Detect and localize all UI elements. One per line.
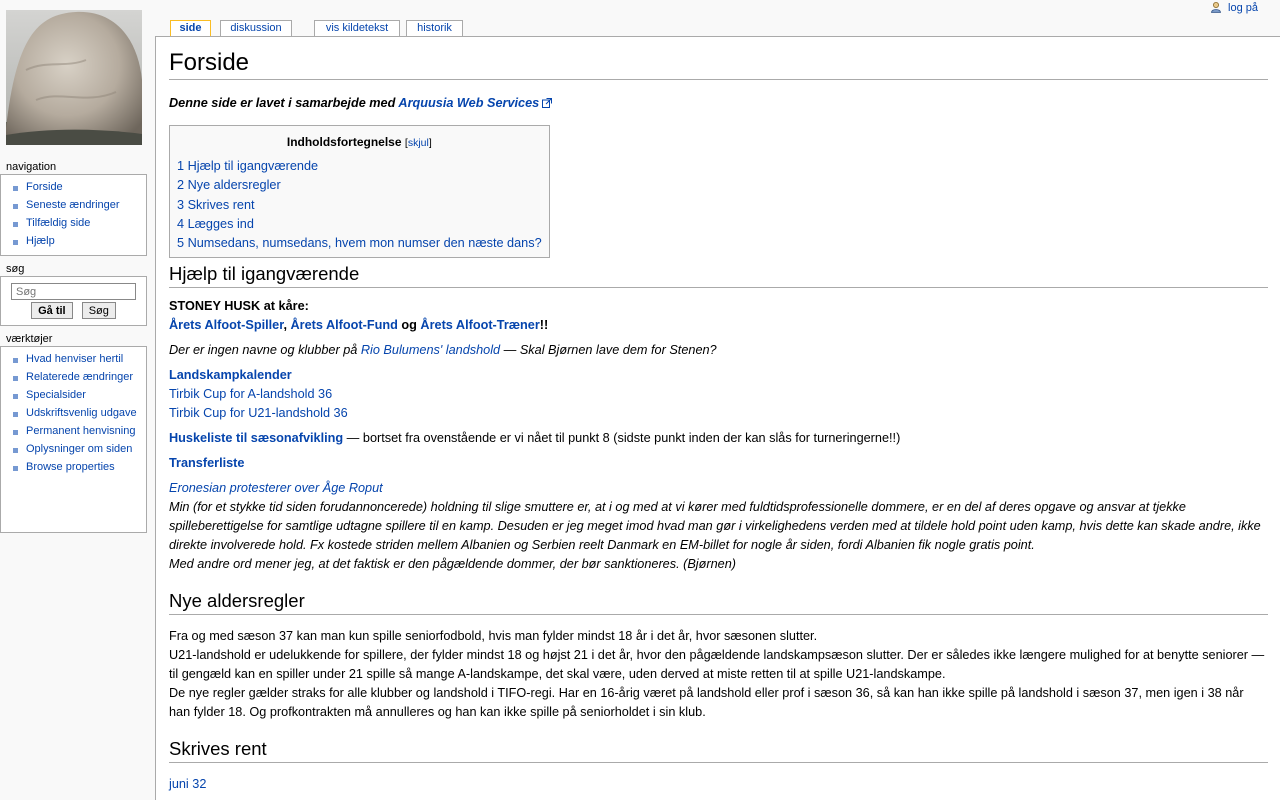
user-icon: [1210, 1, 1222, 13]
aldersregler-line-2: U21-landshold er udelukkende for spillere, der fylder mindst 18 og højst 21 i det år, hvor den pågældende landskampsæson slutter. Der er således ikke længere mulighed for at benytte seniorer — til gengæld kan en spiller under 21 spille så mange A-landskampe, det skal være, uden derved at miste retten til at spille U21-landskampe.: [169, 648, 1265, 682]
toc-toggle-wrap: [skjul]: [404, 137, 432, 149]
boulder-logo-image: [6, 10, 142, 145]
tool-item-relaterede-aendringer: [26, 369, 140, 386]
tools-body: [0, 346, 147, 533]
arquusia-link[interactable]: Arquusia Web Services: [398, 96, 540, 110]
personal-tools: [1210, 1, 1258, 14]
search-button[interactable]: Søg: [82, 302, 116, 319]
og-text: og: [397, 318, 421, 333]
protest-paragraph: [169, 479, 1268, 574]
tab-label: vis kildetekst: [325, 22, 389, 34]
toc-number: 5: [177, 236, 185, 251]
toc-number: 2: [177, 178, 185, 193]
toc-label: Skrives rent: [187, 197, 255, 212]
section-heading-skrives-rent: Skrives rent: [169, 738, 1268, 763]
tool-link-browse-properties[interactable]: Browse properties: [26, 461, 115, 473]
transfer-paragraph: [169, 454, 1268, 473]
aldersregler-line-3: De nye regler gælder straks for alle klubber og landshold i TIFO-regi. Har en 16-årig været på landshold eller prof i sæson 36, så kan han ikke spille på landshold i sæson 37, men igen i 38 når han fylder 18. Og profkontrakten må annulleres og han kan ikke spille på seniorholdet i sin klub.: [169, 686, 1244, 720]
search-heading: søg: [6, 263, 25, 275]
search-body: [0, 276, 147, 326]
award-traener-link[interactable]: Årets Alfoot-Træner: [420, 318, 540, 333]
stoney-text: STONEY HUSK at kåre:: [169, 299, 309, 314]
aldersregler-line-1: Fra og med sæson 37 kan man kun spille seniorfodbold, hvis man fylder mindst 18 år i det år, hvor sæsonen slutter.: [169, 629, 818, 644]
navigation-heading: navigation: [6, 161, 57, 173]
intro-paragraph: [169, 94, 1268, 113]
landskampkalender-link[interactable]: Landskampkalender: [169, 368, 292, 383]
nav-link-forside[interactable]: Forside: [26, 181, 63, 193]
rio-bulumen-link[interactable]: Rio Bulumens' landshold: [360, 343, 501, 358]
toc-label: Nye aldersregler: [187, 178, 281, 193]
transferliste-link[interactable]: Transferliste: [169, 456, 245, 471]
nav-link-tilfaeldig-side[interactable]: Tilfældig side: [26, 217, 91, 229]
toc-number: 1: [177, 159, 185, 173]
comma-text: ,: [283, 318, 291, 333]
tool-link-permanent-henvisning[interactable]: Permanent henvisning: [26, 425, 136, 437]
aldersregler-paragraph: [169, 627, 1268, 722]
awards-paragraph: [169, 297, 1268, 335]
nav-item-forside: [26, 179, 146, 196]
section-heading-aldersregler: Nye aldersregler: [169, 590, 1268, 615]
exclamation-text: !!: [539, 318, 549, 333]
table-of-contents: [169, 125, 550, 258]
nav-item-hjaelp: [26, 233, 146, 250]
tools-heading: værktøjer: [6, 333, 53, 345]
page-title: Forside: [169, 49, 1268, 80]
search-portlet: [0, 263, 147, 326]
tool-item-oplysninger-om-siden: [26, 441, 140, 458]
tool-link-relaterede-aendringer[interactable]: Relaterede ændringer: [26, 371, 134, 383]
names-post-text: — Skal Bjørnen lave dem for Stenen?: [500, 343, 717, 358]
tool-item-browse-properties: [26, 459, 140, 476]
toc-title: Indholdsfortegnelse: [286, 135, 402, 149]
navigation-portlet: [0, 161, 147, 256]
tab-historik[interactable]: [406, 20, 463, 37]
search-input[interactable]: [11, 283, 136, 300]
huskeliste-text: — bortset fra ovenstående er vi nået til punkt 8 (sidste punkt inden der kan slås for turneringerne!!): [343, 431, 901, 446]
nav-item-seneste-aendringer: [26, 197, 146, 214]
protest-end-text: Med andre ord mener jeg, at det faktisk er den pågældende dommer, der bør sanktioneres. (Bjørnen): [169, 557, 736, 572]
juni-32-link[interactable]: juni 32: [169, 777, 207, 792]
protest-text: Min (for et stykke tid siden forudannoncerede) holdning til slige smuttere er, at i og med at vi kører med fuldtidsprofessionelle dommere, er en del af deres opgave og ansvar at tjekke spilleberettigelse for samtlige udtagne spillere til en kamp. Desuden er jeg meget imod hvad man gør i virkelighedens verden med at tildele hold point uden kamp, hvis dette kan skade andre, ikke direkte involverede hold. Fx kostede striden mellem Albanien og Serbien reelt Danmark en EM-billet for nogle år siden, fordi Albanien fik nogle gratis point.: [169, 500, 1261, 553]
tool-link-oplysninger-om-siden[interactable]: Oplysninger om siden: [26, 443, 133, 455]
tool-item-hvad-henviser-hertil: [26, 351, 140, 368]
tool-item-permanent-henvisning: [26, 423, 140, 440]
tab-label: historik: [417, 22, 452, 34]
award-spiller-link[interactable]: Årets Alfoot-Spiller: [169, 318, 284, 333]
skrives-rent-paragraph: [169, 775, 1268, 794]
toc-item[interactable]: [177, 157, 542, 176]
nav-item-tilfaeldig-side: [26, 215, 146, 232]
section-heading-hjaelp: Hjælp til igangværende: [169, 263, 1268, 288]
tab-diskussion[interactable]: [220, 20, 292, 37]
main-content: [155, 36, 1280, 800]
toc-label: Numsedans, numsedans, hvem mon numser den næste dans?: [187, 236, 542, 251]
huskeliste-link[interactable]: Huskeliste til sæsonafvikling: [169, 431, 344, 446]
kalender-paragraph: [169, 366, 1268, 423]
go-button[interactable]: Gå til: [31, 302, 73, 319]
toc-title-row: [177, 133, 542, 153]
huskeliste-paragraph: [169, 429, 1268, 448]
external-link-icon: [542, 98, 552, 108]
names-text: Der er ingen navne og klubber på: [169, 343, 361, 358]
tab-label: diskussion: [230, 22, 282, 34]
tool-item-udskriftsvenlig-udgave: [26, 405, 140, 422]
tool-link-hvad-henviser-hertil[interactable]: Hvad henviser hertil: [26, 353, 124, 365]
tool-item-specialsider: [26, 387, 140, 404]
toc-label: Lægges ind: [187, 216, 254, 231]
site-logo[interactable]: [6, 10, 142, 145]
toc-item[interactable]: [177, 234, 542, 253]
login-link[interactable]: log på: [1228, 2, 1258, 14]
nav-link-hjaelp[interactable]: Hjælp: [26, 235, 55, 247]
toc-toggle-link[interactable]: skjul: [407, 137, 429, 149]
navigation-body: [0, 174, 147, 256]
cup-a-link[interactable]: Tirbik Cup for A-landshold 36: [169, 387, 333, 402]
toc-number: 4: [177, 216, 185, 231]
tool-link-udskriftsvenlig-udgave[interactable]: Udskriftsvenlig udgave: [26, 407, 137, 419]
toc-item[interactable]: [177, 215, 542, 234]
tools-portlet: [0, 333, 147, 533]
toc-number: 3: [177, 197, 185, 212]
tab-label: side: [179, 22, 202, 34]
toc-item[interactable]: [177, 176, 542, 195]
nav-link-seneste-aendringer[interactable]: Seneste ændringer: [26, 199, 120, 211]
toc-item[interactable]: [177, 196, 542, 215]
search-buttons: [1, 302, 146, 321]
names-paragraph: [169, 341, 1268, 360]
tool-link-specialsider[interactable]: Specialsider: [26, 389, 86, 401]
intro-text: Denne side er lavet i samarbejde med: [169, 96, 399, 110]
protest-link[interactable]: Eronesian protesterer over Åge Roput: [169, 481, 383, 496]
toc-label: Hjælp til igangværende: [187, 159, 319, 173]
cup-u21-link[interactable]: Tirbik Cup for U21-landshold 36: [169, 406, 348, 421]
award-fund-link[interactable]: Årets Alfoot-Fund: [290, 318, 398, 333]
tab-vis-kildetekst[interactable]: [314, 20, 400, 37]
